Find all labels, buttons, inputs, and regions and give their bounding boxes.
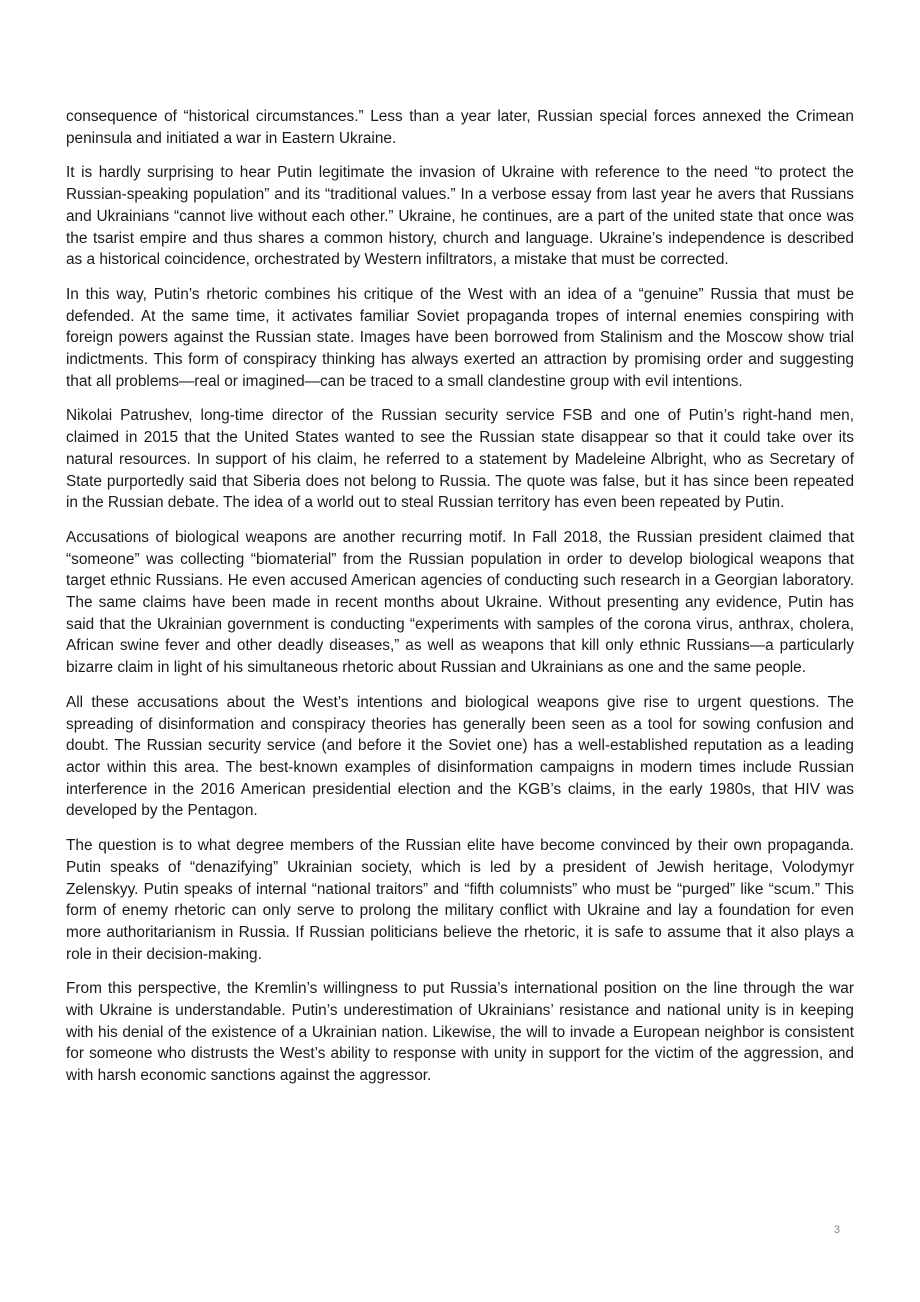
page-number: 3: [833, 1224, 840, 1236]
paragraph-7: The question is to what degree members of the Russian elite have become convinced by their own propaganda. Putin speaks of “denazifying” Ukrainian society, which is led by a president of Jewish heritage, Volodymyr Zelenskyy. Putin speaks of internal “national traitors” and “fifth columnists” who must be “purged” like “scum.” This form of enemy rhetoric can only serve to prolong the military conflict with Ukraine and lay a foundation for even more authoritarianism in Russia. If Russian politicians believe the rhetoric, it is safe to assume that it also plays a role in their decision-making.: [66, 837, 854, 963]
paragraph-1: consequence of “historical circumstances.” Less than a year later, Russian special forces annexed the Crimean peninsula and initiated a war in Eastern Ukraine.: [66, 108, 854, 147]
paragraph-2: It is hardly surprising to hear Putin legitimate the invasion of Ukraine with reference to the need “to protect the Russian-speaking population” and its “traditional values.” In a verbose essay from last year he avers that Russians and Ukrainians “cannot live without each other.” Ukraine, he continues, are a part of the united state that once was the tsarist empire and thus shares a common history, church and language. Ukraine’s independence is described as a historical coincidence, orchestrated by Western infiltrators, a mistake that must be corrected.: [66, 164, 854, 269]
paragraph-5: Accusations of biological weapons are another recurring motif. In Fall 2018, the Russian president claimed that “someone” was collecting “biomaterial” from the Russian population in order to develop biological weapons that target ethnic Russians. He even accused American agencies of conducting such research in a Georgian laboratory. The same claims have been made in recent months about Ukraine. Without presenting any evidence, Putin has said that the Ukrainian government is conducting “experiments with samples of the corona virus, anthrax, cholera, African swine fever and other deadly diseases,” as well as weapons that kill only ethnic Russians—a particularly bizarre claim in light of his simultaneous rhetoric about Russian and Ukrainians as one and the same people.: [66, 528, 854, 677]
document-body: [66, 106, 854, 1100]
paragraph-4: Nikolai Patrushev, long-time director of the Russian security service FSB and one of Putin’s right-hand men, claimed in 2015 that the United States wanted to see the Russian state disappear so that it could take over its natural resources. In support of his claim, he referred to a statement by Madeleine Albright, who as Secretary of State purportedly said that Siberia does not belong to Russia. The quote was false, but it has since been repeated in the Russian debate. The idea of a world out to steal Russian territory has even been repeated by Putin.: [66, 407, 854, 512]
paragraph-3: In this way, Putin’s rhetoric combines his critique of the West with an idea of a “genuine” Russia that must be defended. At the same time, it activates familiar Soviet propaganda tropes of internal enemies conspiring with foreign powers against the Russian state. Images have been borrowed from Stalinism and the Moscow show trial indictments. This form of conspiracy thinking has always exerted an attraction by promising order and suggesting that all problems—real or imagined—can be traced to a small clandestine group with evil intentions.: [66, 285, 854, 390]
paragraph-8: From this perspective, the Kremlin’s willingness to put Russia’s international position on the line through the war with Ukraine is understandable. Putin’s underestimation of Ukrainians’ resistance and national unity is in keeping with his denial of the existence of a Ukrainian nation. Likewise, the will to invade a European neighbor is consistent for someone who distrusts the West’s ability to response with unity in support for the victim of the aggression, and with harsh economic sanctions against the aggressor.: [66, 980, 854, 1085]
paragraph-6: All these accusations about the West’s intentions and biological weapons give rise to urgent questions. The spreading of disinformation and conspiracy theories has generally been seen as a tool for sowing confusion and doubt. The Russian security service (and before it the Soviet one) has a well-established reputation as a leading actor within this area. The best-known examples of disinformation campaigns in modern times include Russian interference in the 2016 American presidential election and the KGB’s claims, in the early 1980s, that HIV was developed by the Pentagon.: [66, 693, 854, 820]
